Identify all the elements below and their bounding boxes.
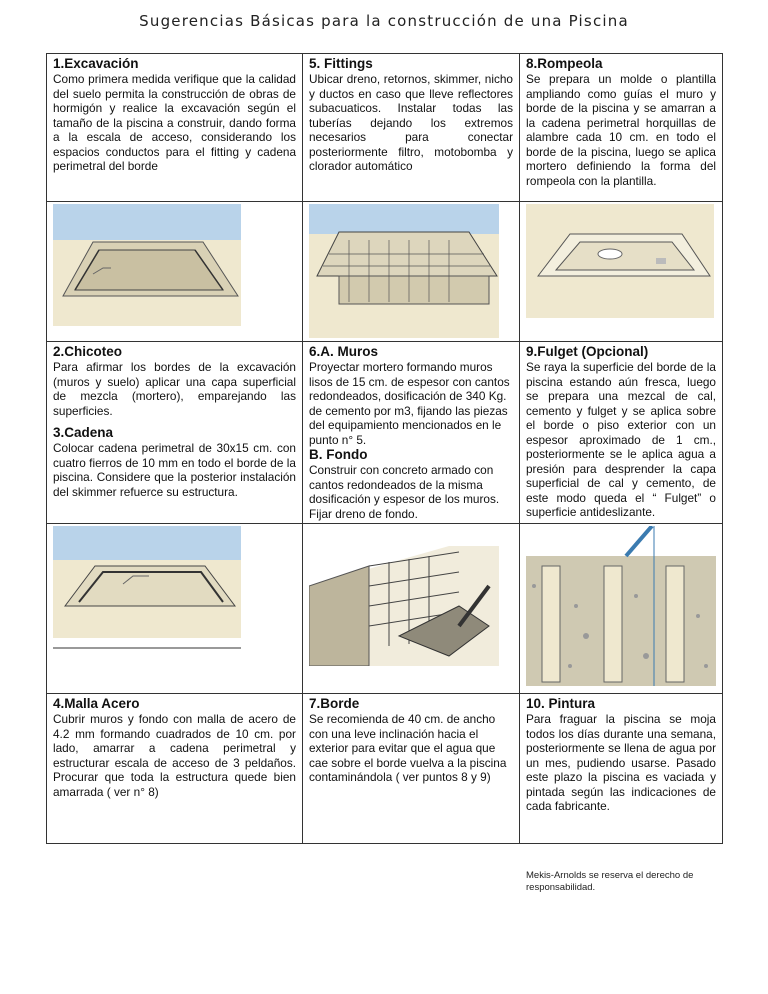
cell-malla [47, 694, 303, 844]
section-text: Cubrir muros y fondo con malla de acero de 4.2 mm formando cuadrados de 10 cm. por lado, amarrar a cadena perimetral y estructurar escala de acceso de 3 peldaños. Procurar que toda la estructura quede bien amarrada ( ver n° 8) [53, 712, 296, 799]
section-text: Para afirmar los bordes de la excavación (muros y suelo) aplicar una capa superficial de mezcla (mortero), emparejando las superficies. [53, 360, 296, 418]
cell-muros-fondo [303, 342, 520, 524]
section-text: Se raya la superficie del borde de la piscina estando aún fresca, luego se prepara una mezcal de cal, cemento y fulget y se aplica sobre el borde o piso exterior con un espesor aproximado de 1 cm., posteriormente se le aplica agua a presión para desprender la capa superficial de cal y cemento, de este modo queda el “ Fulget” o superficie antideslizante. [526, 360, 716, 519]
cell-rompeola [520, 54, 723, 202]
page-title: Sugerencias Básicas para la construcción de una Piscina [139, 12, 629, 30]
table-row [47, 524, 723, 694]
illustration-cell [520, 202, 723, 342]
section-text: Construir con concreto armado con cantos redondeados de la misma dosificación y espesor de los muros. Fijar dreno de fondo. [309, 463, 500, 521]
section-heading: 10. Pintura [526, 696, 596, 711]
section-text: Colocar cadena perimetral de 30x15 cm. con cuatro fierros de 10 mm en todo el borde de la piscina. Considere que la posterior instalación del skimmer refuerce su estructura. [53, 441, 296, 499]
section-text: Ubicar dreno, retornos, skimmer, nicho y ductos en caso que lleve reflectores subacuaticos. Instalar todas las tuberías dejando los extremos necesarios para conectar posteriormente filtro, motobomba y clorador automático [309, 72, 513, 173]
cell-fulget [520, 342, 723, 524]
section-heading: 6.A. Muros [309, 344, 379, 359]
muros-illustration [309, 526, 499, 666]
table-row [47, 202, 723, 342]
cell-pintura [520, 694, 723, 844]
table-row [47, 342, 723, 524]
rompeola-illustration [526, 204, 714, 318]
illustration-cell [47, 524, 303, 694]
excavation-illustration [53, 204, 241, 326]
section-heading: 5. Fittings [309, 56, 373, 71]
section-heading: 4.Malla Acero [53, 696, 140, 711]
cell-excavacion [47, 54, 303, 202]
illustration-cell [303, 202, 520, 342]
section-heading: 9.Fulget (Opcional) [526, 344, 649, 359]
illustration-cell [47, 202, 303, 342]
illustration-cell [520, 524, 723, 694]
fulget-illustration [526, 526, 716, 686]
section-heading: 7.Borde [309, 696, 360, 711]
section-text: Proyectar mortero formando muros lisos de 15 cm. de espesor con cantos redondeados, dosificación de 340 Kg. de cemento por m3, fijando las piezas del equipamiento mencionados en le punto n° 5. [309, 360, 510, 447]
table-row [47, 694, 723, 844]
section-heading: 3.Cadena [53, 425, 114, 440]
cell-fittings [303, 54, 520, 202]
cell-chicoteo-cadena [47, 342, 303, 524]
section-heading: 1.Excavación [53, 56, 139, 71]
section-text: Para fraguar la piscina se moja todos los días durante una semana, posteriormente se llena de agua por un mes, pudiendo usarse. Pasado este plazo la piscina es vaciada y pintada según las indicaciones de cada fabricante. [526, 712, 716, 813]
section-text: Se recomienda de 40 cm. de ancho con una leve inclinación hacia el exterior para evitar que el agua que cae sobre el borde vuelva a la piscina contaminándola ( ver puntos 8 y 9) [309, 712, 507, 784]
instructions-table [46, 53, 723, 844]
section-heading: B. Fondo [309, 447, 368, 462]
section-heading: 2.Chicoteo [53, 344, 123, 359]
chicoteo-illustration [53, 526, 241, 650]
section-heading: 8.Rompeola [526, 56, 603, 71]
table-row [47, 54, 723, 202]
cell-borde [303, 694, 520, 844]
section-text: Se prepara un molde o plantilla ampliando como guías el muro y borde de la piscina y se amarran a la cadena perimetral horquillas de alambre cada 10 cm. en todo el borde de la piscina, luego se aplica mortero definiendo la forma del rompeola con la plantilla. [526, 72, 716, 188]
illustration-cell [303, 524, 520, 694]
disclaimer-footnote: Mekis-Arnolds se reserva el derecho de responsabilidad. [526, 870, 694, 893]
section-text: Como primera medida verifique que la calidad del suelo permita la construcción de obras de hormigón y realice la excavación según el tamaño de la piscina a construir, dando forma a la escala de acceso, considerando los espacios conductos para el fitting y cadena perimetral del borde [53, 72, 296, 173]
fittings-illustration [309, 204, 499, 338]
